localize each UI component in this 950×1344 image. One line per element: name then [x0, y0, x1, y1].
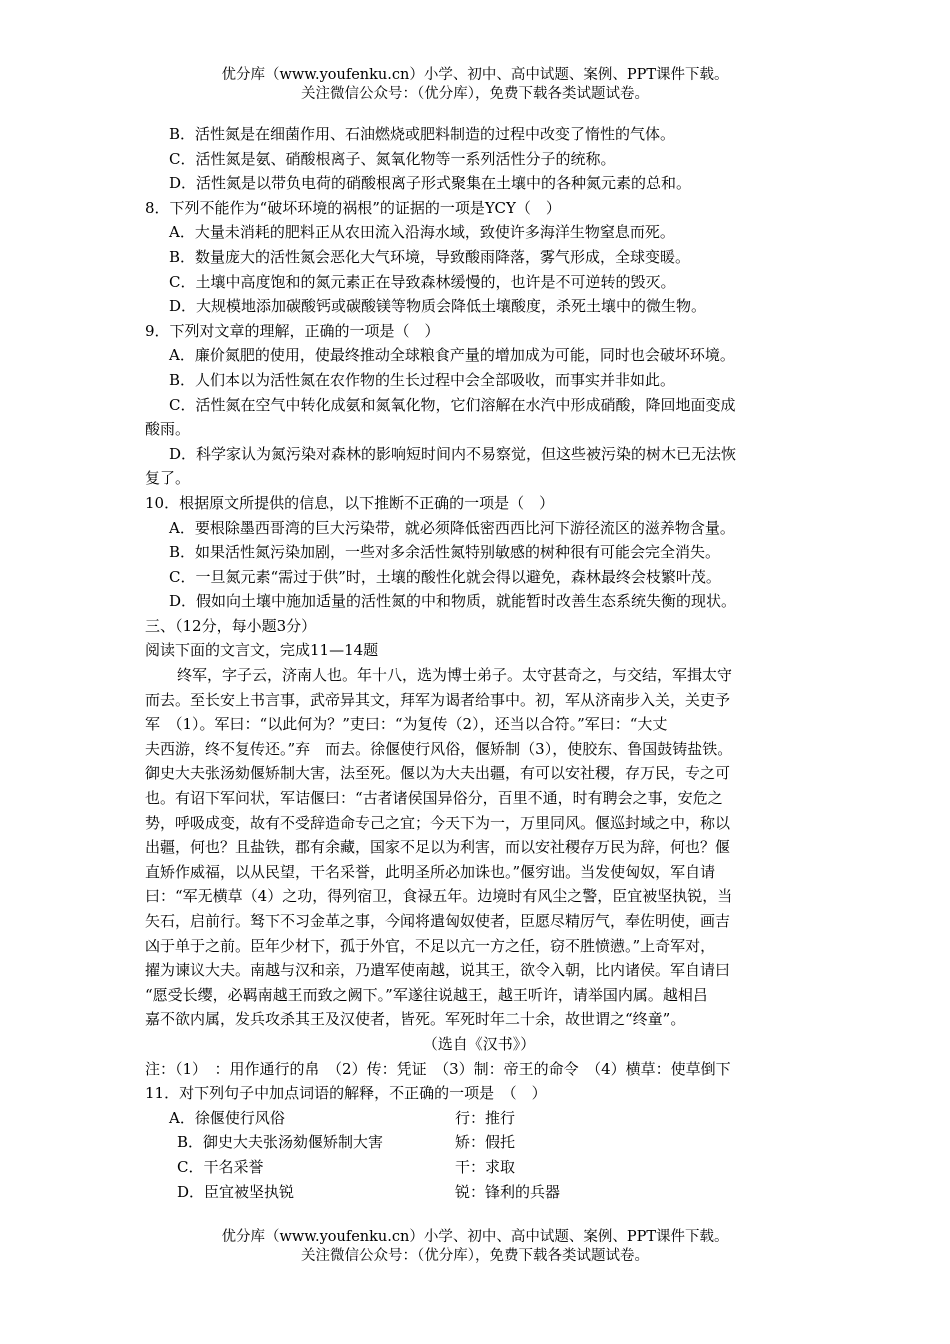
footer-line-1: 优分库（www.youfenku.cn）小学、初中、高中试题、案例、PPT课件下载。	[221, 1229, 729, 1245]
q11-option-sentence: B．御史大夫张汤劾偃矫制大害	[177, 1133, 384, 1152]
q9-option-b: B．人们本以为活性氮在农作物的生长过程中会全部吸收，而事实并非如此。	[169, 370, 676, 389]
q9-option-c-line2: 酸雨。	[145, 420, 191, 439]
q9-option-d-line2: 复了。	[145, 469, 191, 488]
footer-line-2: 关注微信公众号：（优分库），免费下载各类试题试卷。	[301, 1248, 649, 1264]
q11-option-a	[145, 1106, 813, 1131]
q10-stem: 10．根据原文所提供的信息，以下推断不正确的一项是（ ）	[145, 493, 555, 512]
q8-option-c: C．土壤中高度饱和的氮元素正在导致森林缓慢的，也许是不可逆转的毁灭。	[169, 272, 676, 291]
section-3-title: 三、（12分，每小题3分）	[145, 616, 317, 635]
q9-option-c-line1: C．活性氮在空气中转化成氨和氮氧化物，它们溶解在水汽中形成硝酸，降回地面变成	[169, 395, 736, 414]
q11-option-sentence: C．干名采誉	[177, 1157, 264, 1176]
document-body	[145, 122, 813, 1204]
passage-line: 终军，字子云，济南人也。年十八，选为博士弟子。太守甚奇之，与交结，军揖太守	[177, 666, 733, 685]
page-header	[0, 66, 950, 104]
q7-option-d: D．活性氮是以带负电荷的硝酸根离子形式聚集在土壤中的各种氮元素的总和。	[169, 174, 692, 193]
q11-option-sentence: D．臣宜被坚执锐	[177, 1182, 295, 1201]
passage-line: 擢为谏议大夫。南越与汉和亲，乃遣军使南越，说其王，欲令入朝，比内诸侯。军自请曰	[145, 961, 731, 980]
header-line-1: 优分库（www.youfenku.cn）小学、初中、高中试题、案例、PPT课件下载。	[221, 67, 729, 83]
passage-line: 军 （1）。军曰：“以此何为？”吏曰：“为复传（2），还当以合符。”军曰：“大丈	[145, 715, 668, 734]
q11-option-gloss: 锐：锋利的兵器	[455, 1182, 561, 1201]
passage-line: 曰：“军无横草（4）之功，得列宿卫，食禄五年。边境时有风尘之警，臣宜被坚执锐，当	[145, 887, 733, 906]
q9-stem: 9．下列对文章的理解，正确的一项是（ ）	[145, 321, 440, 340]
q10-option-a: A．要根除墨西哥湾的巨大污染带，就必须降低密西西比河下游径流区的滋养物含量。	[169, 518, 735, 537]
q10-option-d: D．假如向土壤中施加适量的活性氮的中和物质，就能暂时改善生态系统失衡的现状。	[169, 592, 737, 611]
q11-option-gloss: 行：推行	[455, 1108, 516, 1127]
passage-line: 御史大夫张汤劾偃矫制大害，法至死。偃以为大夫出疆，有可以安社稷，存万民，专之可	[145, 764, 731, 783]
passage-line: 矢石，启前行。驽下不习金革之事，今闻将遣匈奴使者，臣愿尽精厉气，奉佐明使，画吉	[145, 912, 731, 930]
q10-option-b: B．如果活性氮污染加剧，一些对多余活性氮特别敏感的树种很有可能会完全消失。	[169, 543, 721, 562]
passage-line: 夫西游，终不复传还。”弃 而去。徐偃使行风俗，偃矫制（3），使胶东、鲁国鼓铸盐铁。	[145, 739, 733, 758]
passage-line: 出疆，何也？且盐铁，郡有余藏，国家不足以为利害，而以安社稷存万民为辞，何也？偃	[145, 838, 731, 857]
q8-option-a: A．大量未消耗的肥料正从农田流入沿海水域，致使许多海洋生物窒息而死。	[169, 223, 675, 242]
q8-option-d: D．大规模地添加碳酸钙或碳酸镁等物质会降低土壤酸度，杀死土壤中的微生物。	[169, 297, 707, 316]
passage-line: 凶于单于之前。臣年少材下，孤于外官，不足以亢一方之任，窃不胜愤懑。”上奇军对，	[145, 936, 716, 955]
passage-line: 而去。至长安上书言事，武帝异其文，拜军为谒者给事中。初，军从济南步入关，关吏予	[145, 690, 731, 709]
passage-line: 直矫作威福，以从民望，干名采誉，此明圣所必加诛也。”偃穷诎。当发使匈奴，军自请	[145, 862, 716, 881]
passage-source: （选自《汉书》）	[422, 1034, 536, 1053]
section-3-instruction: 阅读下面的文言文，完成11—14题	[145, 641, 379, 660]
page-footer	[0, 1228, 950, 1266]
q11-stem: 11．对下列句子中加点词语的解释，不正确的一项是 （ ）	[145, 1084, 547, 1103]
q11-option-gloss: 矫：假托	[455, 1133, 516, 1152]
q8-stem: 8．下列不能作为“破坏环境的祸根”的证据的一项是YCY（ ）	[145, 198, 561, 217]
passage-line: 嘉不欲内属，发兵攻杀其王及汉使者，皆死。军死时年二十余，故世谓之“终童”。	[145, 1010, 686, 1029]
passage-line: 也。有诏下军问状，军诘偃曰：“古者诸侯国异俗分，百里不通，时有聘会之事，安危之	[145, 789, 723, 808]
q11-option-b	[145, 1130, 813, 1155]
header-line-2: 关注微信公众号：（优分库），免费下载各类试题试卷。	[301, 86, 649, 102]
q11-option-gloss: 干：求取	[455, 1157, 516, 1176]
q8-option-b: B．数量庞大的活性氮会恶化大气环境，导致酸雨降落，雾气形成，全球变暖。	[169, 247, 691, 266]
q9-option-a: A．廉价氮肥的使用，使最终推动全球粮食产量的增加成为可能，同时也会破坏环境。	[169, 346, 735, 365]
q10-option-c: C．一旦氮元素“需过于供”时，土壤的酸性化就会得以避免，森林最终会枝繁叶茂。	[169, 567, 721, 586]
passage-line: “愿受长缨，必羁南越王而致之阙下。”军遂往说越王，越王听许，请举国内属。越相吕	[145, 985, 708, 1004]
classical-passage	[145, 663, 813, 1032]
q11-option-c	[145, 1155, 813, 1180]
passage-notes: 注：（1） ：用作通行的帛 （2）传：凭证 （3）制：帝王的命令 （4）横草：使草倒下	[145, 1059, 731, 1078]
q11-option-d	[145, 1180, 813, 1205]
q7-option-b: B．活性氮是在细菌作用、石油燃烧或肥料制造的过程中改变了惰性的气体。	[169, 125, 676, 143]
q7-option-c: C．活性氮是氨、硝酸根离子、氮氧化物等一系列活性分子的统称。	[169, 149, 616, 168]
passage-line: 势，呼吸成变，故有不受辞造命专己之宜；今天下为一，万里同风。偃巡封域之中，称以	[145, 813, 731, 832]
q11-option-sentence: A．徐偃使行风俗	[169, 1108, 285, 1127]
q9-option-d-line1: D．科学家认为氮污染对森林的影响短时间内不易察觉，但这些被污染的树木已无法恢	[169, 444, 737, 463]
